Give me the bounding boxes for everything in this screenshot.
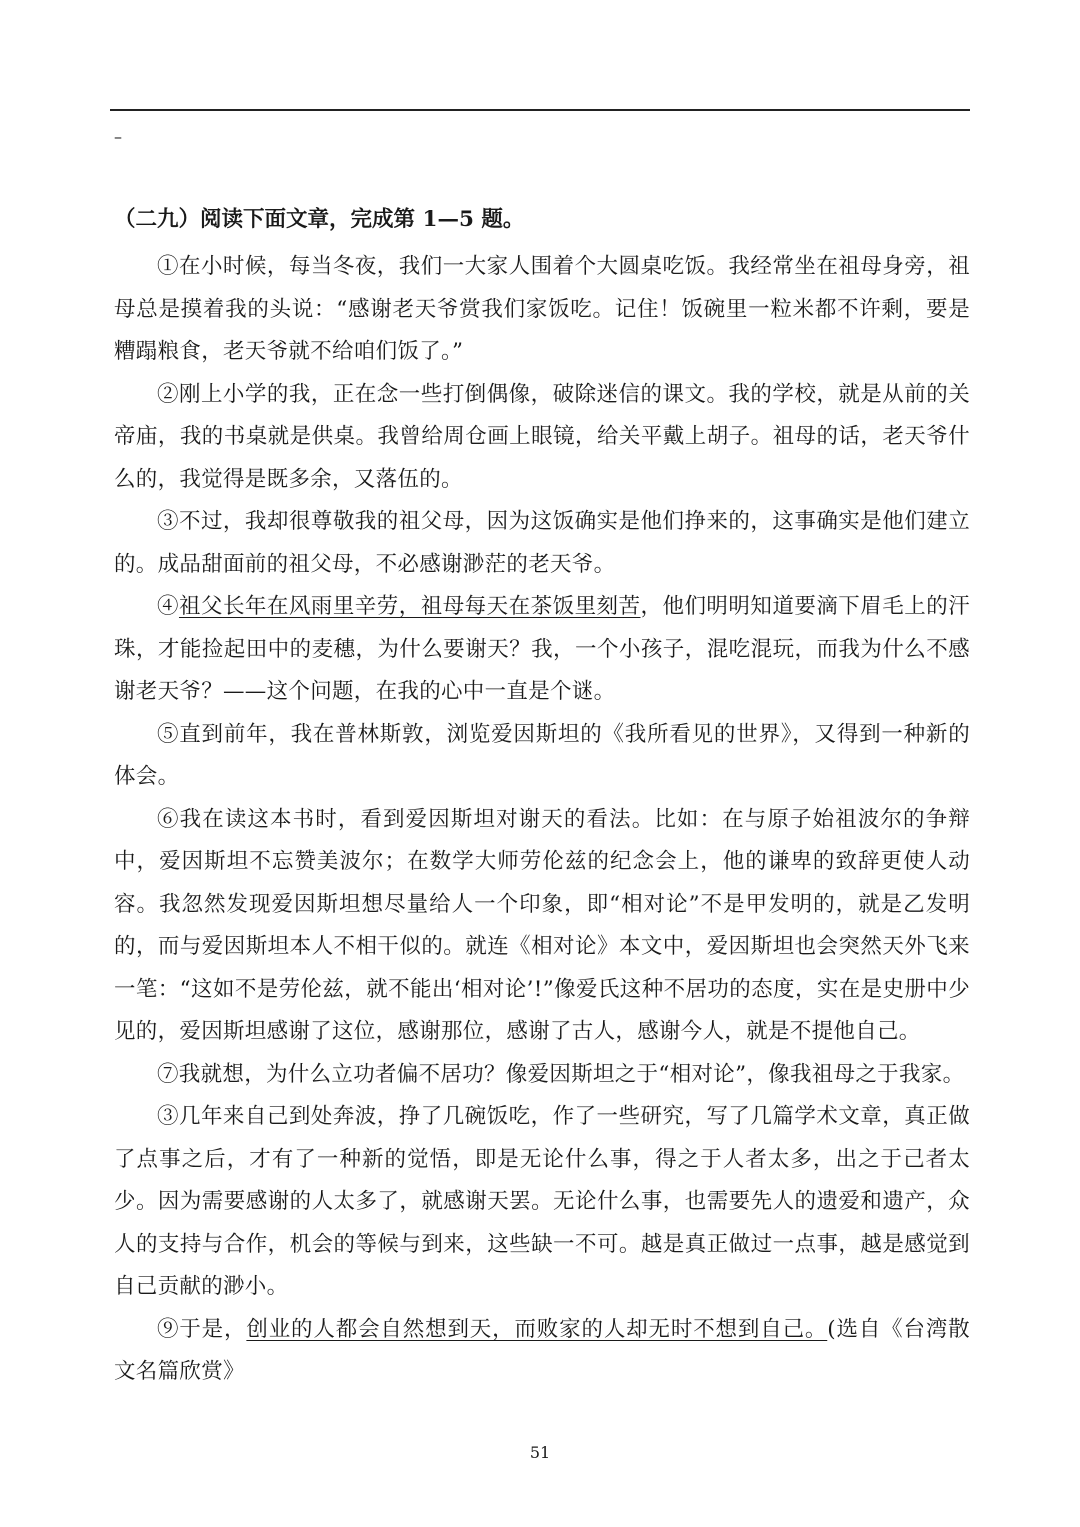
page-number: 51 [529, 1443, 551, 1462]
paragraph-1: ①在小时候，每当冬夜，我们一大家人围着个大圆桌吃饭。我经常坐在祖母身旁，祖母总是摸着我的头说：“感谢老天爷赏我们家饭吃。记住！饭碗里一粒米都不许剩，要是糟蹋粮食，老天爷就不给咱们饭了。” [114, 254, 970, 364]
article-content [114, 200, 970, 1394]
paragraph-9-underlined-text: 创业的人都会自然想到天，而败家的人却无时不想到自己。 [246, 1316, 828, 1342]
header-mark: – [114, 127, 122, 146]
paragraph-7: ⑦我就想，为什么立功者偏不居功？像爱因斯坦之于“相对论”，像我祖母之于我家。 [157, 1061, 965, 1087]
paragraph-9-source: (选自《台湾散文名篇欣赏》 [114, 1316, 970, 1384]
paragraph-6: ⑥我在读这本书时，看到爱因斯坦对谢天的看法。比如：在与原子始祖波尔的争辩中，爱因斯坦不忘赞美波尔；在数学大师劳伦兹的纪念会上，他的谦卑的致辞更使人动容。我忽然发现爱因斯坦想尽量给人一个印象，即“相对论”不是甲发明的，就是乙发明的，而与爱因斯坦本人不相干似的。就连《相对论》本文中，爱因斯坦也会突然天外飞来一笔：“这如不是劳伦兹，就不能出‘相对论’!”像爱氏这种不居功的态度，实在是史册中少见的，爱因斯坦感谢了这位，感谢那位，感谢了古人，感谢今人，就是不提他自己。 [114, 806, 970, 1044]
paragraph-4-text: ，他们明明知道要滴下眉毛上的汗珠，才能捡起田中的麦穗，为什么要谢天？我，一个小孩子，混吃混玩，而我为什么不感谢老天爷？——这个问题，在我的心中一直是个谜。 [114, 594, 970, 704]
paragraph-4 [114, 586, 970, 714]
paragraph-4-number: ④ [157, 594, 179, 619]
header-rule [110, 109, 970, 111]
paragraph-3: ③不过，我却很尊敬我的祖父母，因为这饭确实是他们挣来的，这事确实是他们建立的。成品甜面前的祖父母，不必感谢渺茫的老天爷。 [114, 509, 970, 577]
paragraph-2: ②刚上小学的我，正在念一些打倒偶像，破除迷信的课文。我的学校，就是从前的关帝庙，我的书桌就是供桌。我曾给周仓画上眼镜，给关平戴上胡子。祖母的话，老天爷什么的，我觉得是既多余，又落伍的。 [114, 381, 970, 492]
paragraph-4-underlined-text: 祖父长年在风雨里辛劳，祖母每天在茶饭里刻苦 [178, 594, 641, 619]
paragraph-5: ⑤直到前年，我在普林斯敦，浏览爱因斯坦的《我所看见的世界》，又得到一种新的体会。 [114, 721, 970, 789]
paragraph-8: ③几年来自己到处奔波，挣了几碗饭吃，作了一些研究，写了几篇学术文章，真正做了点事之后，才有了一种新的觉悟，即是无论什么事，得之于人者太多，出之于己者太少。因为需要感谢的人太多了，就感谢天罢。无论什么事，也需要先人的遗爱和遗产，众人的支持与合作，机会的等候与到来，这些缺一不可。越是真正做过一点事，越是感觉到自己贡献的渺小。 [114, 1104, 970, 1299]
paragraph-9-lead: ⑨于是， [157, 1316, 247, 1342]
section-title: （二九）阅读下面文章，完成第 1—5 题。 [114, 207, 525, 232]
paragraph-9 [114, 1309, 970, 1394]
